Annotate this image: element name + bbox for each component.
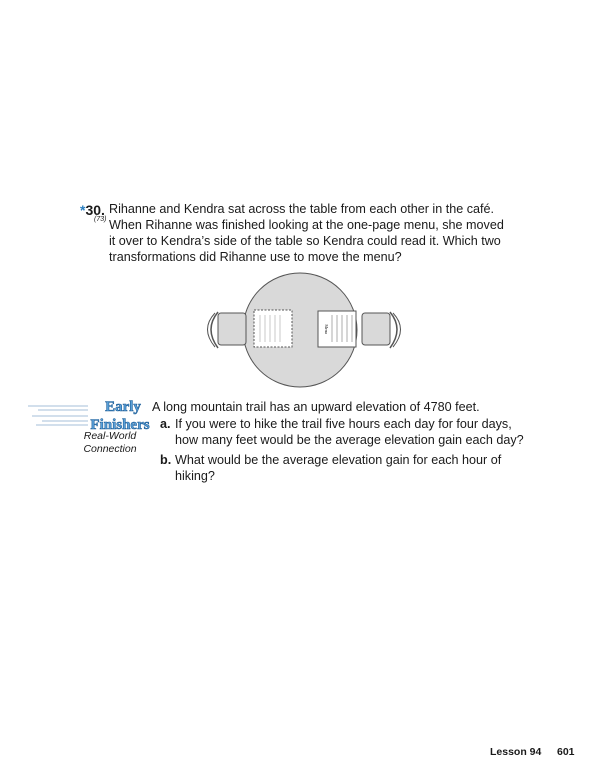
lesson-label: Lesson 94 [490,746,542,758]
part-b-label: b. [160,453,172,467]
part-a-label: a. [160,417,171,431]
svg-text:Finishers: Finishers [90,417,150,432]
problem-text-line: it over to Kendra’s side of the table so Kendra could read it. Which two [109,234,501,248]
left-chair [208,312,247,348]
early-finishers-intro: A long mountain trail has an upward elevation of 4780 feet. [152,400,480,414]
early-finishers-subtitle: Real-World Connection [83,430,137,455]
early-finishers-logo [28,396,158,432]
page-number: 601 [557,746,575,758]
part-a-text: If you were to hike the trail five hours each day for four days, [175,417,512,431]
part-b-text: hiking? [175,469,215,483]
menu-final-position [318,311,356,347]
menu-original-position [254,310,292,347]
part-b-text: What would be the average elevation gain for each hour of [175,453,502,467]
lesson-reference: (73) [94,216,107,223]
problem-number: *30. [80,202,105,218]
svg-text:Early: Early [105,399,141,415]
menu-title: Menu [324,324,329,334]
problem-text-line: Rihanne and Kendra sat across the table from each other in the café. [109,202,495,216]
part-a-text: how many feet would be the average elevation gain each day? [175,433,524,447]
problem-text-line: When Rihanne was finished looking at the one-page menu, she moved [109,218,504,232]
problem-text-line: transformations did Rihanne use to move the menu? [109,250,402,264]
right-chair [362,312,401,348]
cafe-table-figure [190,270,410,390]
